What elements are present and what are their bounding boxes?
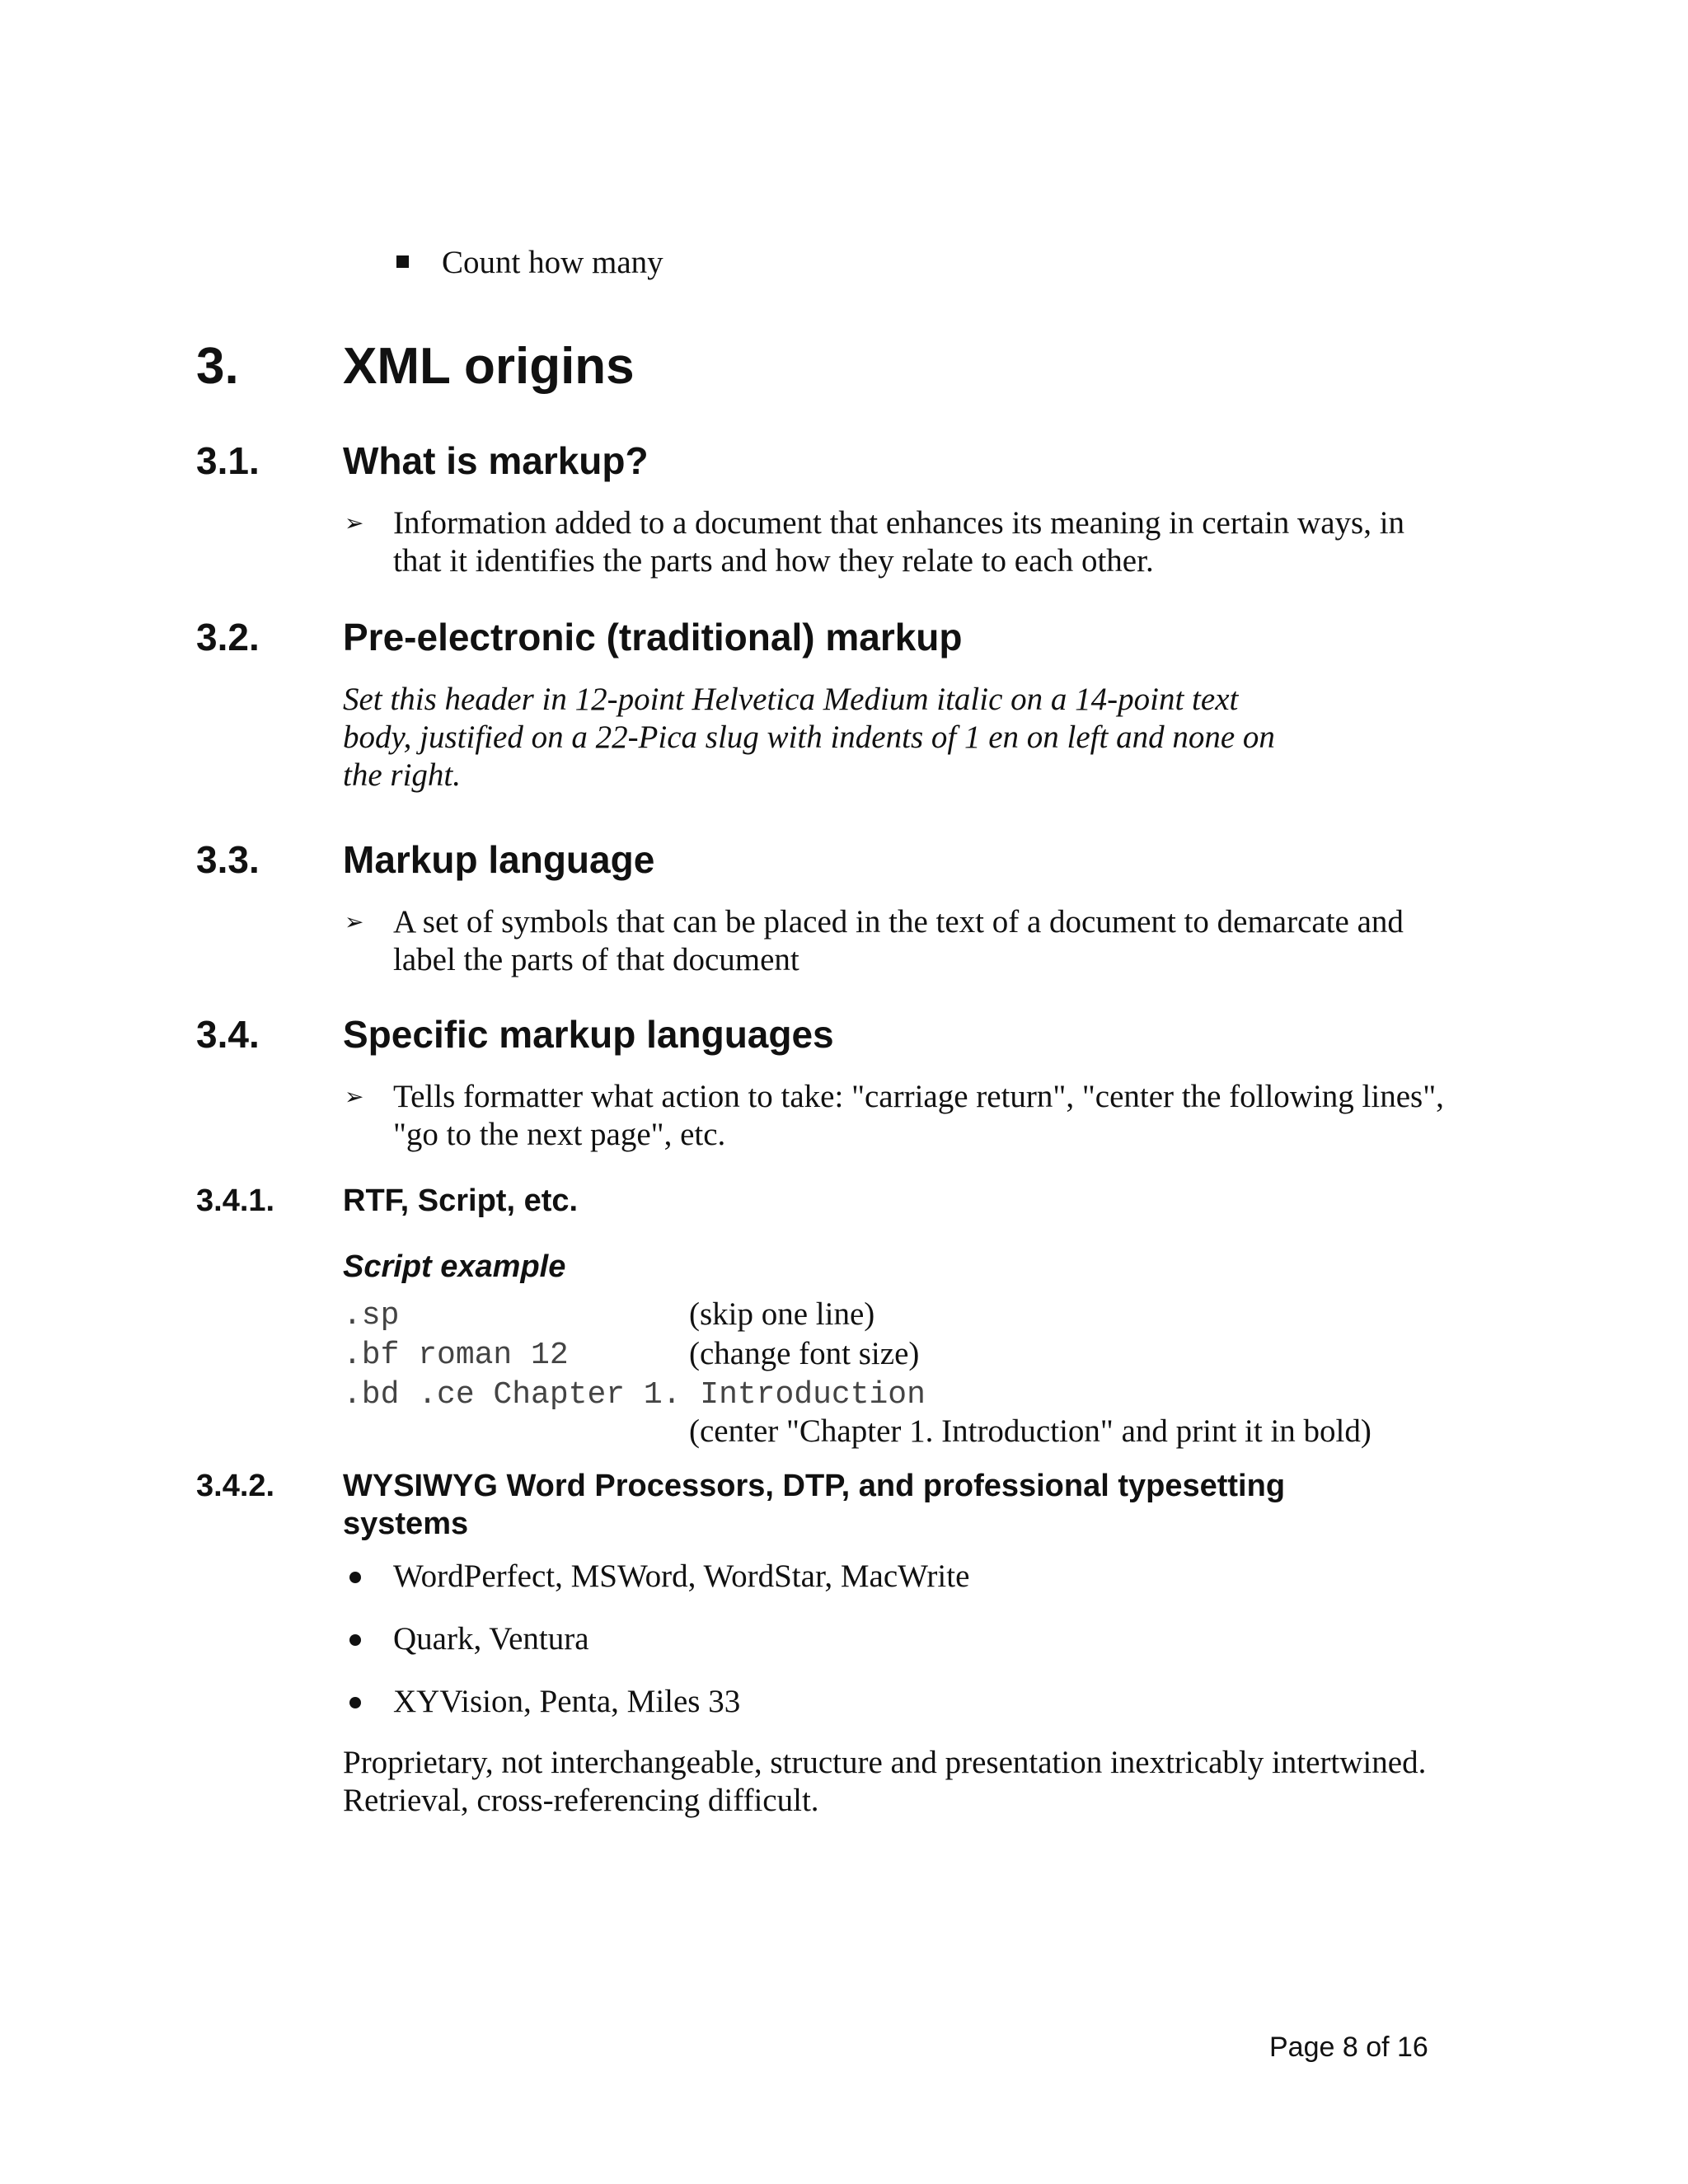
script-example-heading: Script example xyxy=(343,1249,566,1284)
section-3-1-bullet-line-2: that it identifies the parts and how they relate to each other. xyxy=(393,543,1154,579)
list-item: Quark, Ventura xyxy=(393,1621,589,1657)
code-command-1: .sp xyxy=(343,1298,400,1333)
closing-paragraph-line-1: Proprietary, not interchangeable, structure and presentation inextricably intertwined. xyxy=(343,1745,1427,1780)
section-3-4-title: Specific markup languages xyxy=(343,1013,834,1056)
section-3-4-bullet-line-2: "go to the next page", etc. xyxy=(393,1117,726,1152)
section-3-4-bullet-line-1: Tells formatter what action to take: "carriage return", "center the following lines", xyxy=(393,1079,1444,1114)
list-item: WordPerfect, MSWord, WordStar, MacWrite xyxy=(393,1558,970,1594)
page-number: Page 8 of 16 xyxy=(1269,2032,1428,2063)
arrowhead-bullet-icon: ➢ xyxy=(345,509,364,537)
section-3-number: 3. xyxy=(196,338,239,395)
section-3-4-2-title-line-2: systems xyxy=(343,1507,469,1541)
section-3-4-number: 3.4. xyxy=(196,1013,260,1056)
section-3-4-1-number: 3.4.1. xyxy=(196,1183,275,1218)
section-3-1-title: What is markup? xyxy=(343,439,649,482)
section-3-1-number: 3.1. xyxy=(196,439,260,482)
round-bullet-icon xyxy=(349,1697,361,1708)
top-bullet-text: Count how many xyxy=(442,245,663,280)
section-3-4-2-number: 3.4.2. xyxy=(196,1469,275,1503)
arrowhead-bullet-icon: ➢ xyxy=(345,908,364,935)
section-3-4-1-title: RTF, Script, etc. xyxy=(343,1183,579,1218)
closing-paragraph-line-2: Retrieval, cross-referencing difficult. xyxy=(343,1783,819,1818)
round-bullet-icon xyxy=(349,1634,361,1646)
code-note-1: (skip one line) xyxy=(689,1296,875,1332)
section-3-1-bullet-line-1: Information added to a document that enhances its meaning in certain ways, in xyxy=(393,505,1405,541)
section-3-2-title: Pre-electronic (traditional) markup xyxy=(343,616,963,658)
section-3-2-line-2: body, justified on a 22-Pica slug with indents of 1 en on left and none on xyxy=(343,719,1275,755)
square-bullet-icon xyxy=(396,255,409,268)
round-bullet-icon xyxy=(349,1572,361,1583)
section-3-2-line-3: the right. xyxy=(343,757,461,793)
section-3-3-bullet-line-2: label the parts of that document xyxy=(393,942,799,977)
section-3-3-bullet-line-1: A set of symbols that can be placed in the text of a document to demarcate and xyxy=(393,904,1404,940)
section-3-3-number: 3.3. xyxy=(196,838,260,881)
section-3-3-title: Markup language xyxy=(343,838,655,881)
code-command-2: .bf roman 12 xyxy=(343,1338,569,1373)
code-note-2: (change font size) xyxy=(689,1336,920,1371)
section-3-2-number: 3.2. xyxy=(196,616,260,658)
section-3-4-2-title-line-1: WYSIWYG Word Processors, DTP, and professional typesetting xyxy=(343,1469,1286,1503)
code-note-4: (center "Chapter 1. Introduction" and print it in bold) xyxy=(689,1413,1372,1449)
section-3-title: XML origins xyxy=(343,338,635,395)
list-item: XYVision, Penta, Miles 33 xyxy=(393,1684,741,1719)
arrowhead-bullet-icon: ➢ xyxy=(345,1083,364,1110)
code-command-3: .bd .ce Chapter 1. Introduction xyxy=(343,1377,926,1413)
section-3-2-line-1: Set this header in 12-point Helvetica Medium italic on a 14-point text xyxy=(343,682,1239,717)
